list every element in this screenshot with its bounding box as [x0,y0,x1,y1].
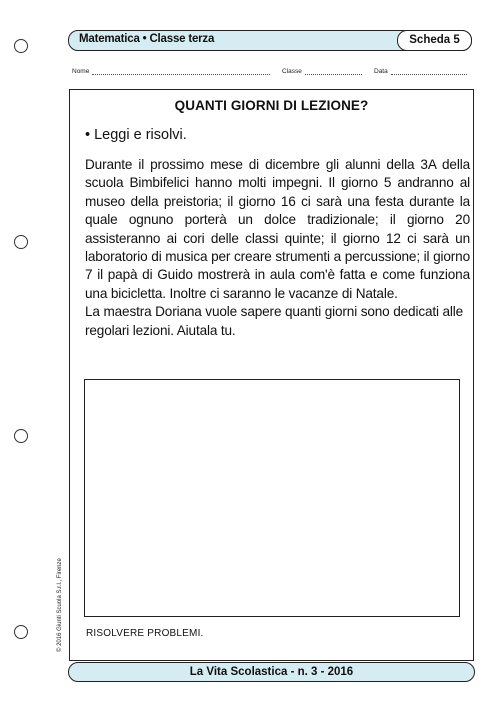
instruction-text: • Leggi e risolvi. [85,127,187,143]
copyright-notice: © 2016 Giunti Scuola S.r.l., Firenze [57,558,63,652]
sheet-number-badge: Scheda 5 [397,30,472,51]
subject-label: Matematica • Classe terza [79,33,215,45]
student-info-fields [72,68,468,80]
class-field[interactable] [282,68,362,75]
date-label: Data [374,68,388,75]
skill-category: RISOLVERE PROBLEMI. [86,628,204,639]
binder-hole-3 [14,429,28,443]
binder-hole-4 [14,625,28,639]
answer-box[interactable] [84,379,460,617]
binder-hole-1 [14,39,28,53]
date-field[interactable] [374,68,467,75]
name-field[interactable] [72,68,270,75]
header-bar [68,30,472,51]
binder-hole-2 [14,235,28,249]
worksheet-title: QUANTI GIORNI DI LEZIONE? [174,98,369,113]
name-label: Nome [72,68,90,75]
class-label: Classe [282,68,302,75]
problem-paragraph: Durante il prossimo mese di dicembre gli alunni della 3A della scuola Bimbifelici hanno molti impegni. Il giorno 5 andranno al museo della preistoria; il giorno 16 ci sarà una festa durante la quale ognuno porterà un dolce tradizionale; il giorno 20 assisteranno ai cori delle classi quinte; il giorno 12 ci sarà un laboratorio di musica per creare strumenti a percussione; il giorno 7 il papà di Guido mostrerà in aula com'è fatta e come funziona una bicicletta. Inoltre ci saranno le vacanze di Natale. [85,157,470,301]
footer-bar: La Vita Scolastica - n. 3 - 2016 [68,662,475,682]
question-paragraph: La maestra Doriana vuole sapere quanti giorni sono dedicati alle regolari lezioni. Aiutala tu. [85,304,464,338]
problem-text [85,156,470,340]
